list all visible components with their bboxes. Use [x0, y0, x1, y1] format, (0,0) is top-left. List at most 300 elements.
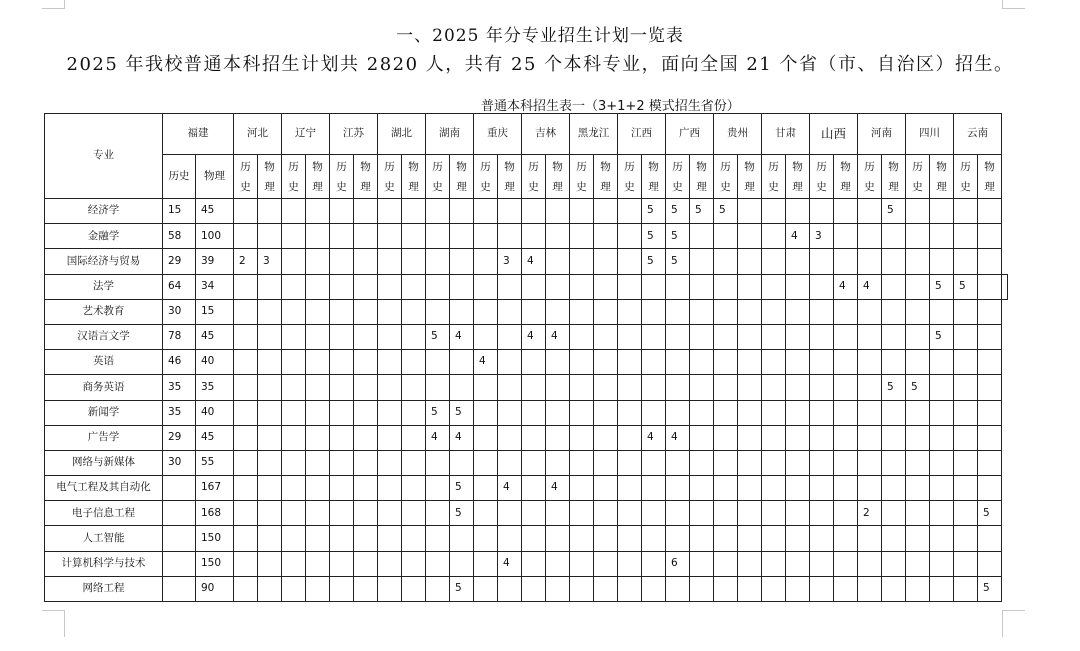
- quota-cell: [330, 576, 354, 601]
- quota-cell: 150: [196, 526, 234, 551]
- quota-cell: 150: [196, 551, 234, 576]
- quota-cell: [234, 350, 258, 375]
- quota-cell: [330, 224, 354, 249]
- quota-cell: 35: [163, 400, 196, 425]
- quota-cell: 5: [954, 274, 978, 299]
- quota-cell: [330, 249, 354, 274]
- quota-cell: 5: [882, 375, 906, 400]
- quota-cell: 5: [666, 199, 690, 224]
- quota-cell: [234, 476, 258, 501]
- quota-cell: [546, 199, 570, 224]
- quota-cell: [594, 249, 618, 274]
- quota-cell: [354, 199, 378, 224]
- quota-cell: [834, 450, 858, 475]
- subheader-physics-bottom: 理: [360, 180, 371, 193]
- quota-cell: [714, 350, 738, 375]
- quota-cell: 45: [196, 324, 234, 349]
- subheader-history-bottom: 史: [960, 180, 971, 193]
- quota-cell: [378, 476, 402, 501]
- quota-cell: [882, 526, 906, 551]
- quota-cell: [882, 551, 906, 576]
- quota-cell: [618, 450, 642, 475]
- major-name-cell: 广告学: [45, 425, 163, 450]
- subheader-history-bottom: 史: [240, 180, 251, 193]
- quota-cell: [354, 450, 378, 475]
- quota-cell: [738, 576, 762, 601]
- subheader-physics-top: 物: [552, 160, 563, 173]
- quota-cell: [282, 400, 306, 425]
- quota-cell: [354, 425, 378, 450]
- quota-cell: [594, 199, 618, 224]
- quota-cell: [714, 400, 738, 425]
- quota-cell: [522, 299, 546, 324]
- quota-cell: [354, 375, 378, 400]
- quota-cell: [570, 576, 594, 601]
- quota-cell: [258, 425, 282, 450]
- quota-cell: [882, 400, 906, 425]
- quota-cell: [522, 350, 546, 375]
- quota-cell: [474, 299, 498, 324]
- province-header: 福建: [163, 114, 234, 155]
- quota-cell: [738, 350, 762, 375]
- quota-cell: [426, 526, 450, 551]
- quota-cell: [618, 551, 642, 576]
- quota-cell: [666, 501, 690, 526]
- quota-cell: [594, 299, 618, 324]
- subheader-physics-bottom: 理: [888, 180, 899, 193]
- quota-cell: [642, 476, 666, 501]
- subheader-physics-top: 物: [360, 160, 371, 173]
- quota-cell: [282, 249, 306, 274]
- quota-cell: [498, 224, 522, 249]
- quota-cell: [978, 400, 1002, 425]
- subheader-history: [474, 155, 498, 199]
- quota-cell: [570, 501, 594, 526]
- quota-cell: 5: [642, 199, 666, 224]
- quota-cell: [282, 274, 306, 299]
- province-header: 贵州: [714, 114, 762, 155]
- quota-cell: [906, 249, 930, 274]
- quota-cell: [258, 324, 282, 349]
- quota-cell: [978, 299, 1002, 324]
- table-row: [45, 425, 1008, 450]
- quota-cell: [666, 299, 690, 324]
- subheader-history: [282, 155, 306, 199]
- quota-cell: [258, 224, 282, 249]
- quota-cell: [666, 350, 690, 375]
- province-header: 四川: [906, 114, 954, 155]
- quota-cell: [882, 425, 906, 450]
- quota-cell: [930, 450, 954, 475]
- quota-cell: [306, 450, 330, 475]
- quota-cell: [738, 551, 762, 576]
- table-row: [45, 375, 1008, 400]
- quota-cell: [402, 299, 426, 324]
- quota-cell: [163, 501, 196, 526]
- quota-cell: [906, 350, 930, 375]
- quota-cell: [330, 501, 354, 526]
- quota-cell: [978, 375, 1002, 400]
- quota-cell: [858, 551, 882, 576]
- province-header: 江西: [618, 114, 666, 155]
- quota-cell: [618, 526, 642, 551]
- subheader-physics: [930, 155, 954, 199]
- quota-cell: [618, 501, 642, 526]
- quota-cell: [954, 526, 978, 551]
- quota-cell: [330, 324, 354, 349]
- table-row: [45, 274, 1008, 299]
- quota-cell: [234, 400, 258, 425]
- subheader-physics: [882, 155, 906, 199]
- quota-cell: 55: [196, 450, 234, 475]
- quota-cell: 29: [163, 249, 196, 274]
- quota-cell: [282, 450, 306, 475]
- quota-cell: [163, 476, 196, 501]
- quota-cell: [810, 199, 834, 224]
- table-row: [45, 199, 1008, 224]
- quota-cell: 90: [196, 576, 234, 601]
- quota-cell: [834, 350, 858, 375]
- quota-cell: [354, 526, 378, 551]
- quota-cell: [762, 400, 786, 425]
- quota-cell: [306, 350, 330, 375]
- province-header: 云南: [954, 114, 1002, 155]
- subheader-history: [714, 155, 738, 199]
- quota-cell: [474, 199, 498, 224]
- quota-cell: [666, 576, 690, 601]
- quota-cell: [234, 551, 258, 576]
- quota-cell: 15: [163, 199, 196, 224]
- quota-cell: [354, 551, 378, 576]
- subheader-physics-bottom: 理: [936, 180, 947, 193]
- quota-cell: [570, 425, 594, 450]
- quota-cell: [954, 324, 978, 349]
- subheader-history-bottom: 史: [864, 180, 875, 193]
- quota-cell: [402, 576, 426, 601]
- subheader-physics: [834, 155, 858, 199]
- quota-cell: 5: [450, 501, 474, 526]
- document-subtitle: 2025 年我校普通本科招生计划共 2820 人，共有 25 个本科专业，面向全国 21 个省（市、自治区）招生。: [66, 54, 1014, 75]
- quota-cell: [738, 400, 762, 425]
- quota-cell: [498, 450, 522, 475]
- quota-cell: [354, 274, 378, 299]
- quota-cell: [786, 551, 810, 576]
- quota-cell: [642, 324, 666, 349]
- subheader-physics: 物理: [196, 155, 234, 199]
- quota-cell: 5: [666, 224, 690, 249]
- quota-cell: [258, 274, 282, 299]
- quota-cell: [834, 526, 858, 551]
- quota-cell: [378, 576, 402, 601]
- quota-cell: 35: [163, 375, 196, 400]
- quota-cell: [258, 450, 282, 475]
- quota-cell: [954, 576, 978, 601]
- quota-cell: [930, 350, 954, 375]
- quota-cell: [786, 576, 810, 601]
- quota-cell: [306, 551, 330, 576]
- quota-cell: [786, 274, 810, 299]
- quota-cell: [954, 551, 978, 576]
- quota-cell: [762, 350, 786, 375]
- subheader-physics: [642, 155, 666, 199]
- quota-cell: [594, 526, 618, 551]
- quota-cell: [330, 425, 354, 450]
- quota-cell: [978, 324, 1002, 349]
- subheader-physics-top: 物: [456, 160, 467, 173]
- quota-cell: [426, 274, 450, 299]
- subheader-history: [618, 155, 642, 199]
- quota-cell: [810, 249, 834, 274]
- province-header: 江苏: [330, 114, 378, 155]
- quota-cell: 5: [642, 249, 666, 274]
- quota-cell: 5: [642, 224, 666, 249]
- table-row: [45, 350, 1008, 375]
- quota-cell: [762, 551, 786, 576]
- quota-cell: [618, 375, 642, 400]
- quota-cell: [258, 526, 282, 551]
- subheader-history: [906, 155, 930, 199]
- major-name-cell: 国际经济与贸易: [45, 249, 163, 274]
- quota-cell: [450, 274, 474, 299]
- quota-cell: [570, 199, 594, 224]
- quota-cell: [402, 274, 426, 299]
- quota-cell: [882, 299, 906, 324]
- quota-cell: [858, 224, 882, 249]
- quota-cell: 5: [978, 501, 1002, 526]
- table-row: [45, 551, 1008, 576]
- quota-cell: [786, 324, 810, 349]
- subheader-physics: [354, 155, 378, 199]
- quota-cell: [474, 501, 498, 526]
- quota-cell: [522, 476, 546, 501]
- quota-cell: [954, 425, 978, 450]
- quota-cell: [906, 299, 930, 324]
- quota-cell: [498, 299, 522, 324]
- subheader-history-bottom: 史: [480, 180, 491, 193]
- subheader-history-top: 历: [336, 160, 347, 173]
- quota-cell: 5: [930, 274, 954, 299]
- subheader-physics-bottom: 理: [744, 180, 755, 193]
- subheader-history: [954, 155, 978, 199]
- quota-cell: [163, 576, 196, 601]
- quota-cell: 40: [196, 400, 234, 425]
- quota-cell: [738, 199, 762, 224]
- major-name-cell: 电气工程及其自动化: [45, 476, 163, 501]
- document-title: 一、2025 年分专业招生计划一览表: [396, 26, 684, 46]
- major-name-cell: 新闻学: [45, 400, 163, 425]
- quota-cell: [234, 299, 258, 324]
- quota-cell: [642, 299, 666, 324]
- quota-cell: 5: [450, 476, 474, 501]
- quota-cell: [258, 299, 282, 324]
- quota-cell: [882, 576, 906, 601]
- quota-cell: [594, 476, 618, 501]
- subheader-physics-top: 物: [648, 160, 659, 173]
- quota-cell: [570, 324, 594, 349]
- quota-cell: [762, 576, 786, 601]
- quota-cell: [738, 249, 762, 274]
- quota-cell: 4: [642, 425, 666, 450]
- subheader-physics-top: 物: [744, 160, 755, 173]
- quota-cell: [306, 476, 330, 501]
- quota-cell: [474, 476, 498, 501]
- quota-cell: [498, 576, 522, 601]
- quota-cell: [498, 425, 522, 450]
- quota-cell: [402, 526, 426, 551]
- subheader-history-top: 历: [240, 160, 251, 173]
- quota-cell: [522, 375, 546, 400]
- quota-cell: [786, 299, 810, 324]
- quota-cell: [402, 350, 426, 375]
- quota-cell: 78: [163, 324, 196, 349]
- subheader-history: [810, 155, 834, 199]
- quota-cell: [762, 375, 786, 400]
- quota-cell: [834, 324, 858, 349]
- quota-cell: [522, 450, 546, 475]
- quota-cell: [402, 400, 426, 425]
- subheader-physics: [450, 155, 474, 199]
- quota-cell: [546, 526, 570, 551]
- quota-cell: [810, 400, 834, 425]
- quota-cell: [642, 576, 666, 601]
- quota-cell: [306, 249, 330, 274]
- quota-cell: [786, 199, 810, 224]
- quota-cell: 4: [498, 551, 522, 576]
- quota-cell: [234, 450, 258, 475]
- quota-cell: [354, 324, 378, 349]
- quota-cell: [546, 224, 570, 249]
- quota-cell: [522, 199, 546, 224]
- quota-cell: 45: [196, 199, 234, 224]
- subheader-physics-bottom: 理: [696, 180, 707, 193]
- subheader-history-bottom: 史: [576, 180, 587, 193]
- quota-cell: [522, 425, 546, 450]
- quota-cell: [642, 274, 666, 299]
- quota-cell: [714, 501, 738, 526]
- quota-cell: [930, 476, 954, 501]
- quota-cell: [882, 476, 906, 501]
- quota-cell: [930, 299, 954, 324]
- quota-cell: [906, 576, 930, 601]
- subheader-physics-top: 物: [888, 160, 899, 173]
- quota-cell: [714, 375, 738, 400]
- quota-cell: 4: [666, 425, 690, 450]
- quota-cell: [690, 450, 714, 475]
- quota-cell: [882, 324, 906, 349]
- quota-cell: [906, 476, 930, 501]
- subheader-physics-bottom: 理: [408, 180, 419, 193]
- quota-cell: [906, 400, 930, 425]
- quota-cell: [666, 400, 690, 425]
- quota-cell: [642, 526, 666, 551]
- subheader-history-top: 历: [480, 160, 491, 173]
- table-caption: 普通本科招生表一（3+1+2 模式招生省份）: [481, 99, 740, 114]
- quota-cell: [714, 274, 738, 299]
- quota-cell: [810, 350, 834, 375]
- quota-cell: [834, 224, 858, 249]
- quota-cell: [834, 249, 858, 274]
- quota-cell: 39: [196, 249, 234, 274]
- quota-cell: [163, 526, 196, 551]
- quota-cell: 4: [498, 476, 522, 501]
- province-header: 湖南: [426, 114, 474, 155]
- quota-cell: [474, 400, 498, 425]
- subheader-history-top: 历: [528, 160, 539, 173]
- quota-cell: 5: [426, 324, 450, 349]
- quota-cell: [906, 199, 930, 224]
- quota-cell: [378, 199, 402, 224]
- quota-cell: [666, 324, 690, 349]
- quota-cell: [714, 576, 738, 601]
- quota-cell: [642, 400, 666, 425]
- subheader-history-bottom: 史: [672, 180, 683, 193]
- subheader-history-bottom: 史: [336, 180, 347, 193]
- quota-cell: [738, 476, 762, 501]
- province-header: 湖北: [378, 114, 426, 155]
- quota-cell: [330, 551, 354, 576]
- subheader-history: [234, 155, 258, 199]
- quota-cell: 45: [196, 425, 234, 450]
- quota-cell: [234, 526, 258, 551]
- table-row: [45, 450, 1008, 475]
- quota-cell: [570, 274, 594, 299]
- quota-cell: [546, 576, 570, 601]
- quota-cell: [498, 375, 522, 400]
- quota-cell: [594, 576, 618, 601]
- quota-cell: [1002, 274, 1008, 299]
- quota-cell: [426, 299, 450, 324]
- quota-cell: [642, 450, 666, 475]
- province-header: 河南: [858, 114, 906, 155]
- quota-cell: [498, 350, 522, 375]
- quota-cell: [690, 476, 714, 501]
- quota-cell: [954, 350, 978, 375]
- quota-cell: [354, 249, 378, 274]
- quota-cell: [330, 476, 354, 501]
- quota-cell: [570, 299, 594, 324]
- quota-cell: 4: [426, 425, 450, 450]
- quota-cell: [930, 199, 954, 224]
- quota-cell: 167: [196, 476, 234, 501]
- subheader-history: [426, 155, 450, 199]
- quota-cell: [354, 501, 378, 526]
- subheader-history-top: 历: [384, 160, 395, 173]
- major-name-cell: 英语: [45, 350, 163, 375]
- quota-cell: [594, 400, 618, 425]
- quota-cell: [306, 324, 330, 349]
- quota-cell: [378, 224, 402, 249]
- major-name-cell: 经济学: [45, 199, 163, 224]
- quota-cell: [474, 324, 498, 349]
- quota-cell: [306, 375, 330, 400]
- quota-cell: [954, 299, 978, 324]
- quota-cell: [906, 224, 930, 249]
- quota-cell: [234, 501, 258, 526]
- quota-cell: [690, 501, 714, 526]
- quota-cell: [378, 526, 402, 551]
- quota-cell: [618, 274, 642, 299]
- quota-cell: [570, 400, 594, 425]
- quota-cell: [978, 551, 1002, 576]
- province-header: 辽宁: [282, 114, 330, 155]
- quota-cell: [306, 576, 330, 601]
- quota-cell: [258, 551, 282, 576]
- subheader-physics-top: 物: [504, 160, 515, 173]
- subheader-history-bottom: 史: [288, 180, 299, 193]
- quota-cell: [834, 400, 858, 425]
- quota-cell: [426, 501, 450, 526]
- quota-cell: [594, 425, 618, 450]
